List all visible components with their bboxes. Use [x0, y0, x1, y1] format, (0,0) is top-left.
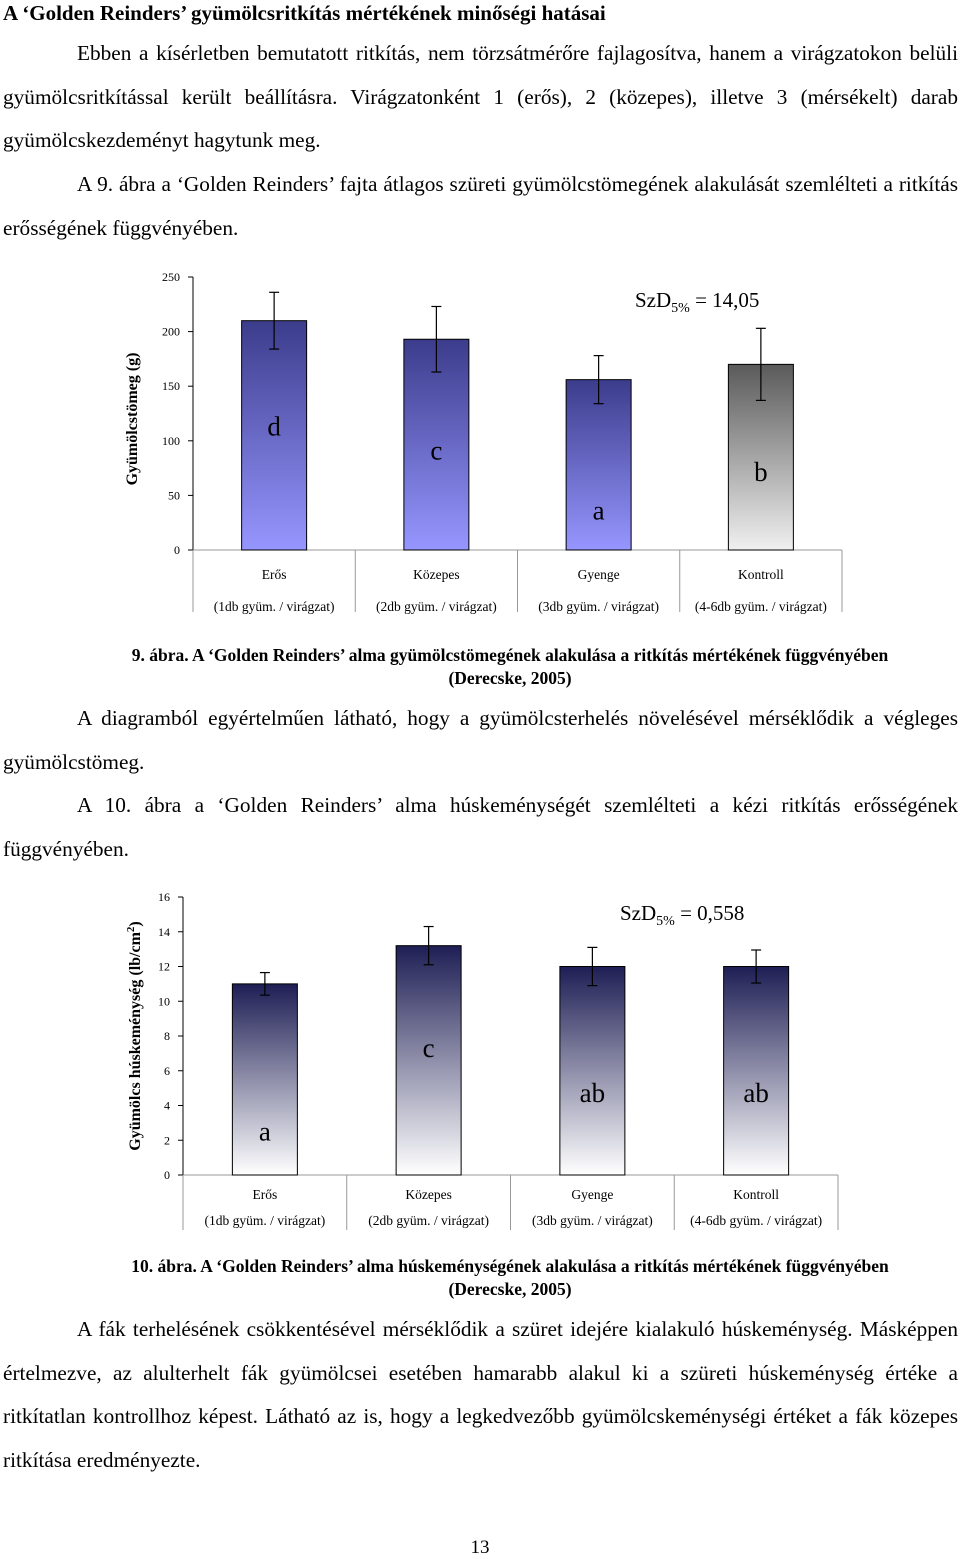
y-tick-label: 200 — [162, 324, 180, 339]
y-tick-label: 150 — [162, 379, 180, 394]
category-sublabel: (1db gyüm. / virágzat) — [204, 1213, 326, 1228]
category-label: Közepes — [405, 1187, 452, 1202]
category-sublabel: (4-6db gyüm. / virágzat) — [690, 1213, 823, 1228]
category-label: Gyenge — [577, 567, 620, 582]
category-label: Erős — [261, 567, 287, 582]
y-tick-label: 2 — [164, 1133, 170, 1148]
chart-fruit-weight — [0, 255, 960, 620]
szd-subscript: 5% — [671, 301, 690, 316]
y-tick-label: 8 — [164, 1029, 170, 1043]
bar-3 — [560, 967, 625, 1176]
y-tick-label: 16 — [158, 890, 170, 904]
significance-letter: c — [422, 1032, 435, 1063]
y-axis-label: Gyümölcstömeg (g) — [124, 352, 141, 486]
paragraph-3: A diagramból egyértelműen látható, hogy a gyümölcsterhelés növelésével mérséklődik a végleges gyümölcstömeg. — [3, 706, 958, 774]
szd-value: = 0,558 — [674, 901, 745, 925]
chart-flesh-firmness — [0, 880, 960, 1235]
significance-letter: c — [430, 435, 443, 466]
y-axis-label-main: Gyümölcs húskeménység (lb/cm — [127, 932, 144, 1151]
y-tick-label: 50 — [168, 488, 180, 503]
y-tick-label: 14 — [158, 924, 170, 939]
szd-value: = 14,05 — [689, 288, 760, 312]
category-label: Gyenge — [571, 1187, 614, 1202]
szd-annotation — [635, 288, 759, 316]
significance-letter: ab — [579, 1078, 606, 1109]
szd-main: SzD — [635, 288, 672, 312]
significance-letter: d — [267, 411, 281, 442]
y-axis-label-sup: 2 — [125, 926, 137, 933]
paragraph-5: A fák terhelésének csökkentésével mérséklődik a szüret idejére kialakuló húskeménység. Másképpen értelmezve, az alulterhelt fák gyümölcsei esetében hamarabb alakul ki a szüreti húskeménység értéke a ritkítatlan kontrollhoz képest. Látható az is, hogy a legkedvezőbb gyümölcskeménységi értéket a fák közepes ritkítása eredményezte. — [3, 1317, 958, 1472]
y-axis-label — [125, 921, 144, 1151]
y-tick-label: 12 — [158, 959, 170, 974]
category-label: Közepes — [413, 567, 460, 582]
category-sublabel: (3db gyüm. / virágzat) — [538, 599, 659, 614]
y-tick-label: 4 — [164, 1098, 170, 1113]
paragraph-2: A 9. ábra a ‘Golden Reinders’ fajta átlagos szüreti gyümölcstömegének alakulását szemlélteti a ritkítás erősségének függvényében. — [3, 172, 958, 240]
szd-subscript: 5% — [656, 914, 675, 929]
bar-4 — [724, 967, 789, 1176]
page-number: 13 — [470, 1537, 490, 1558]
category-label: Kontroll — [738, 567, 784, 582]
category-label: Kontroll — [733, 1187, 779, 1202]
y-tick-label: 250 — [162, 270, 180, 284]
paragraph-4: A 10. ábra a ‘Golden Reinders’ alma húskeménységét szemlélteti a kézi ritkítás erősségének függvényében. — [3, 793, 958, 861]
paragraph-1: Ebben a kísérletben bemutatott ritkítás, nem törzsátmérőre fajlagosítva, hanem a virágzatokon belüli gyümölcsritkítással került beállításra. Virágzatonként 1 (erős), 2 (közepes), illetve 3 (mérsékelt) darab gyümölcskezdeményt hagytunk meg. — [3, 41, 958, 152]
y-tick-label: 6 — [164, 1063, 170, 1078]
y-tick-label: 10 — [158, 994, 170, 1009]
category-sublabel: (3db gyüm. / virágzat) — [532, 1213, 653, 1228]
significance-letter: ab — [743, 1078, 769, 1109]
y-tick-label: 0 — [174, 543, 180, 557]
category-sublabel: (1db gyüm. / virágzat) — [213, 599, 335, 614]
y-tick-label: 0 — [164, 1168, 170, 1182]
significance-letter: a — [258, 1116, 271, 1147]
figure-10-caption: 10. ábra. A ‘Golden Reinders’ alma húskeménységének alakulása a ritkítás mértékének függvényében (Derecske, 2005) — [131, 1256, 889, 1299]
significance-letter: b — [754, 457, 768, 488]
figure-9-caption: 9. ábra. A ‘Golden Reinders’ alma gyümölcstömegének alakulása a ritkítás mértékének függvényében (Derecske, 2005) — [131, 645, 889, 688]
category-sublabel: (2db gyüm. / virágzat) — [376, 599, 497, 614]
y-axis-label-end: ) — [127, 921, 144, 927]
szd-annotation — [620, 901, 744, 929]
category-label: Erős — [252, 1187, 278, 1202]
category-sublabel: (2db gyüm. / virágzat) — [368, 1213, 489, 1228]
y-tick-label: 100 — [162, 433, 180, 448]
category-sublabel: (4-6db gyüm. / virágzat) — [694, 599, 827, 614]
significance-letter: a — [592, 495, 605, 526]
bar-1 — [232, 984, 297, 1175]
section-heading: A ‘Golden Reinders’ gyümölcsritkítás mértékének minőségi hatásai — [3, 1, 606, 25]
szd-main: SzD — [620, 901, 657, 925]
